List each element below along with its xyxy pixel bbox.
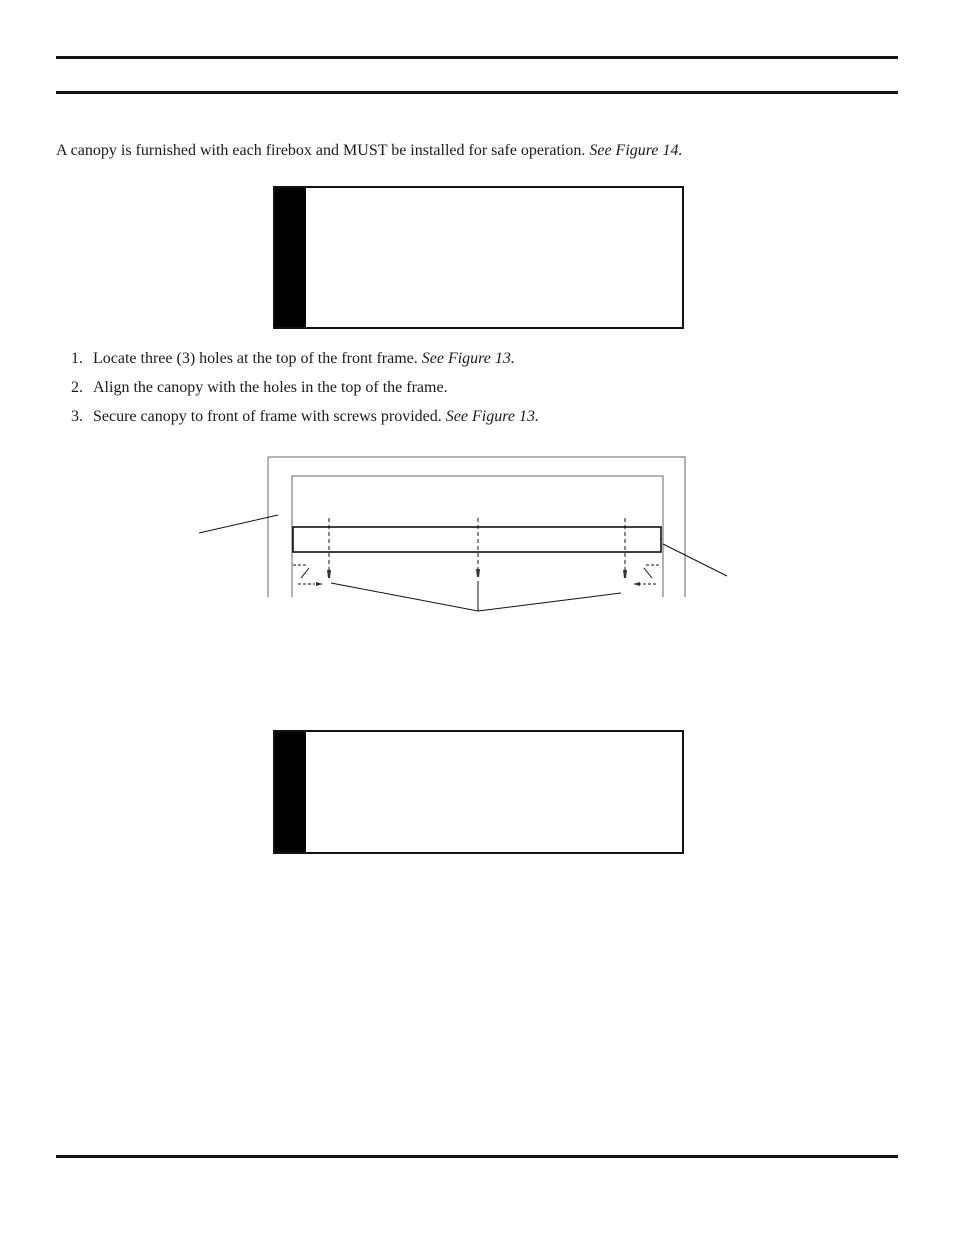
screw-left <box>327 570 331 578</box>
intro-text: A canopy is furnished with each firebox and MUST be installed for safe operation. <box>56 142 590 159</box>
leader-screw-left <box>331 583 478 611</box>
intro-paragraph <box>56 141 683 161</box>
step-number: 1. <box>71 350 83 367</box>
leader-screw-right <box>478 593 621 611</box>
step-text: Align the canopy with the holes in the top of the frame. <box>93 379 448 396</box>
screw-center <box>476 569 480 577</box>
canopy-rect <box>293 527 661 552</box>
side-screw-right <box>633 582 640 586</box>
footer-rule <box>56 1155 898 1158</box>
side-screw-left <box>316 582 323 586</box>
step-item <box>71 349 539 378</box>
step-item <box>71 378 539 407</box>
step-text: Locate three (3) holes at the top of the front frame. <box>93 350 422 367</box>
leader-frame <box>199 515 278 533</box>
notice-box-bar <box>275 732 306 852</box>
notice-box-bottom <box>273 730 684 854</box>
step-number: 3. <box>71 408 83 425</box>
header-rule-bottom <box>56 91 898 94</box>
bracket-right-diag <box>644 568 652 578</box>
installation-steps <box>71 349 539 436</box>
step-item <box>71 407 539 436</box>
leader-canopy <box>663 544 727 576</box>
step-figure-ref: See Figure 13. <box>421 350 515 367</box>
step-number: 2. <box>71 379 83 396</box>
intro-figure-ref: See Figure 14. <box>589 142 683 159</box>
screw-right <box>623 570 627 578</box>
canopy-installation-figure <box>180 450 760 630</box>
canopy-diagram <box>180 450 760 630</box>
notice-box-bar <box>275 188 306 327</box>
bracket-left-diag <box>301 568 309 578</box>
step-figure-ref: See Figure 13. <box>445 408 539 425</box>
leader-gap-mask <box>405 613 525 630</box>
header-rule-top <box>56 56 898 59</box>
notice-box-top <box>273 186 684 329</box>
step-text: Secure canopy to front of frame with screws provided. <box>93 408 446 425</box>
